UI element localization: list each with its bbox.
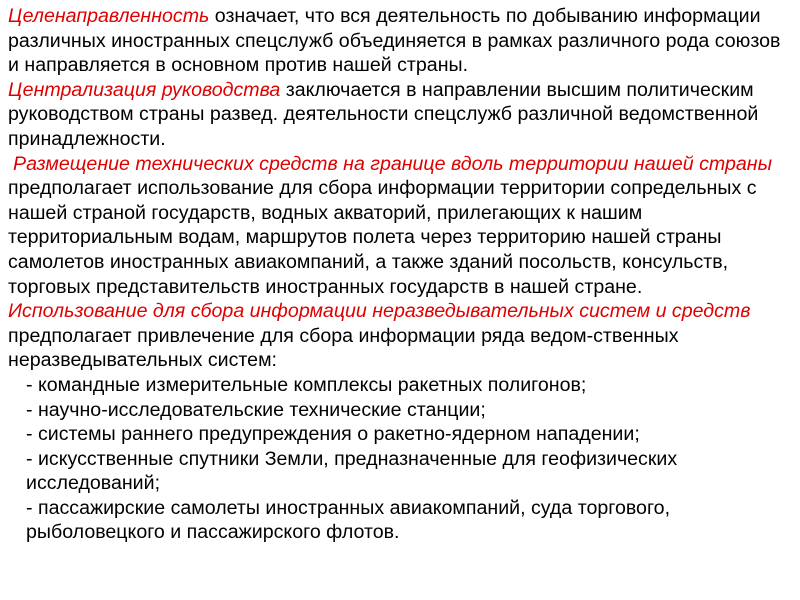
paragraph-border-placement [8, 152, 794, 300]
definition-centralization: заключается в направлении высшим политическим руководством страны развед. деятельности спецслужб различной ведомственной принадлежности. [8, 78, 759, 150]
definition-non-intelligence-systems: предполагает привлечение для сбора информации ряда ведом-ственных неразведывательных систем: [8, 324, 679, 372]
paragraph-non-intelligence-systems [8, 299, 794, 373]
definition-border-placement: предполагает использование для сбора информации территории сопредельных с нашей страной государств, водных акваторий, прилегающих к нашим территориальным водам, маршрутов полета через территорию нашей страны самолетов иностранных авиакомпаний, а также зданий посольств, консульств, торговых представительств иностранных государств в нашей стране. [8, 177, 757, 298]
list-item: - научно-исследовательские технические станции; [26, 398, 486, 421]
term-non-intelligence-systems: Использование для сбора информации неразведывательных систем и средств [8, 300, 751, 323]
term-border-placement: Размещение технических средств на границе вдоль территории нашей страны [13, 152, 772, 175]
list-item: - командные измерительные комплексы ракетных полигонов; [26, 373, 587, 396]
list-item: - системы раннего предупреждения о ракетно-ядерном нападении; [26, 423, 640, 446]
list-item: - искусственные спутники Земли, предназначенные для геофизических исследований; [26, 447, 678, 495]
term-centralization: Централизация руководства [8, 78, 281, 101]
definition-purposefulness: означает, что вся деятельность по добыванию информации различных иностранных спецслужб объединяется в рамках различного рода союзов и направляется в основном против нашей страны. [8, 5, 781, 77]
paragraph-centralization [8, 78, 794, 152]
term-purposefulness: Целенаправленность [8, 5, 210, 27]
slide-content [8, 4, 794, 596]
paragraph-purposefulness [8, 4, 794, 78]
list-item: - пассажирские самолеты иностранных авиакомпаний, суда торгового, рыболовецкого и пассажирского флотов. [26, 496, 671, 544]
systems-list [8, 373, 794, 545]
